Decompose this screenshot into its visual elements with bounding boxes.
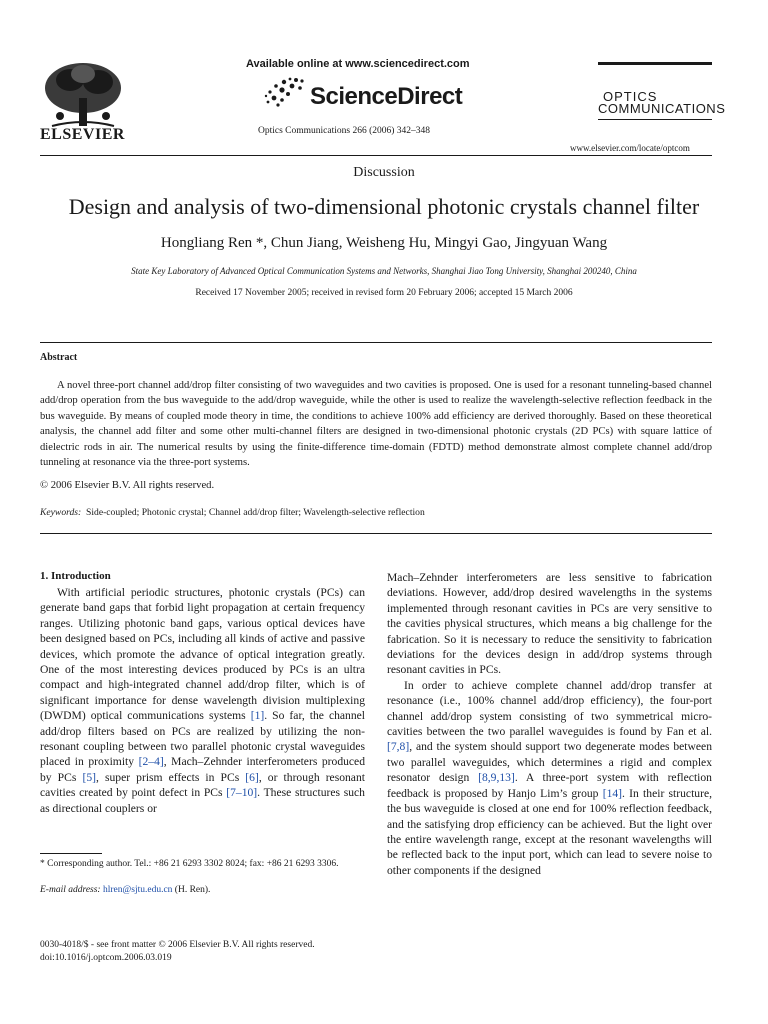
text-run: , or through resonant cavities created by point defect in PCs <box>40 770 365 800</box>
keywords <box>40 507 425 518</box>
journal-name-line2: COMMUNICATIONS <box>598 101 726 116</box>
sciencedirect-wordmark: ScienceDirect <box>310 83 463 110</box>
header-divider <box>40 155 712 156</box>
text-run: . A three-port system with reflection feedback is proposed by Hanjo Lim’s group <box>387 771 712 800</box>
citation-link[interactable]: [6] <box>245 770 259 784</box>
left-column <box>40 585 365 816</box>
keywords-label: Keywords: <box>40 507 82 518</box>
abstract-heading: Abstract <box>40 352 78 363</box>
text-run: In order to achieve complete channel add/drop transfer at resonance (i.e., 100% channel add/drop efficiency), the four-port channel add/drop system consisting of two symmetrical micro-cavities between the two parallel waveguides is found by Fan et al. <box>387 678 712 739</box>
intro-paragraph-continued: Mach–Zehnder interferometers are less sensitive to fabrication deviations. However, add/drop desired wavelengths in the systems implemented through resonant cavities in PCs are very sensitive to the cavities physical structures, which means a big challenge for the fabrication. So it is necessary to reduce the sensitivity to fabrication deviations for the devices design in add/drop systems through resonant cavities in PCs. <box>387 571 712 677</box>
text-run: , and the system should support two degenerate modes between two parallel waveguides, which determines a rigid and complex resonator design <box>387 740 712 785</box>
citation-link[interactable]: [2–4] <box>138 755 164 769</box>
abstract-top-divider <box>40 342 712 343</box>
text-run: . In their structure, the bus waveguide is closed at one end for 100% reflection feedback, and the satisfying drop efficiency can be achieved. But the light over the entire wavelength range, except at the resonant wavelengths will be reflected back to the input port, which can lead to severe noise to other components if the designed <box>387 786 712 877</box>
corresponding-author-footnote: * Corresponding author. Tel.: +86 21 6293 3302 8024; fax: +86 21 6293 3306. <box>40 859 339 869</box>
intro-paragraph-2 <box>387 678 712 878</box>
right-column <box>387 570 712 878</box>
issn-line: 0030-4018/$ - see front matter © 2006 Elsevier B.V. All rights reserved. <box>40 940 315 950</box>
sciencedirect-dots-icon <box>262 76 308 108</box>
citation-link[interactable]: [5] <box>82 770 96 784</box>
article-title: Design and analysis of two-dimensional photonic crystals channel filter <box>68 194 700 219</box>
doi-line: doi:10.1016/j.optcom.2006.03.019 <box>40 953 172 963</box>
email-link[interactable]: hlren@sjtu.edu.cn <box>102 885 173 895</box>
abstract-text: A novel three-port channel add/drop filter consisting of two waveguides and two cavities is proposed. One is used for a resonant tunneling-based channel add/drop operation from the bus waveguide to the add/drop waveguide, while the other is used to realize the wavelength-selective reflection feedback in the bus waveguide. By means of coupled mode theory in time, the conditions to achieve 100% add efficiency are derived thoroughly. Based on these theoretical analysis, the channel add filter and some other multi-channel filters are designed in two-dimensional photonic crystals (2D PCs) with square lattice of dielectric rods in air. The numerical results by using the finite-difference time-domain (FDTD) method demonstrate almost complete channel add/drop tunneling at resonance via the three-port systems. <box>40 380 712 469</box>
journal-reference: Optics Communications 266 (2006) 342–348 <box>258 126 431 136</box>
abstract-copyright: © 2006 Elsevier B.V. All rights reserved. <box>40 480 215 491</box>
journal-name-top-rule <box>598 62 712 65</box>
intro-paragraph-1 <box>40 585 365 816</box>
author-list: Hongliang Ren *, Chun Jiang, Weisheng Hu, Mingyi Gao, Jingyuan Wang <box>160 235 608 251</box>
text-run: , Mach–Zehnder interferometers produced by PCs <box>40 755 365 784</box>
keywords-text: Side-coupled; Photonic crystal; Channel add/drop filter; Wavelength-selective reflection <box>86 507 425 518</box>
affiliation: State Key Laboratory of Advanced Optical Communication Systems and Networks, Shanghai Jiao Tong University, Shanghai 200240, China <box>131 266 637 276</box>
email-footnote <box>40 885 210 895</box>
citation-link[interactable]: [8,9,13] <box>478 771 515 785</box>
text-run: . These structures such as directional couplers or <box>40 786 365 815</box>
section-heading-introduction: 1. Introduction <box>40 570 111 582</box>
keywords-bottom-divider <box>40 533 712 534</box>
email-suffix: (H. Ren). <box>174 885 211 895</box>
journal-name-bottom-rule <box>598 119 712 120</box>
journal-url: www.elsevier.com/locate/optcom <box>570 143 690 153</box>
footnote-divider <box>40 853 102 854</box>
citation-link[interactable]: [1] <box>250 709 265 723</box>
citation-link[interactable]: [7,8] <box>387 740 410 754</box>
journal-name-line1: OPTICS <box>603 89 658 104</box>
text-run: With artificial periodic structures, photonic crystals (PCs) can generate band gaps that forbid light propagation at certain frequency ranges. Utilizing photonic band gaps, various optical devices have been designed based on PCs, including all kinds of active and passive devices, which promote the advance of optical integration greatly. One of the most interesting devices produced by PCs is an ultra compact and high-integrated channel add/drop filter, which is of significant importance for dense wavelength division multiplexing (DWDM) optical communications systems <box>40 586 365 723</box>
elsevier-tree-logo <box>40 60 126 132</box>
section-label: Discussion <box>353 165 415 180</box>
email-label: E-mail address: <box>40 885 101 895</box>
publisher-name: ELSEVIER <box>40 126 125 143</box>
citation-link[interactable]: [14] <box>602 786 623 800</box>
citation-link[interactable]: [7–10] <box>226 786 258 800</box>
text-run: . So far, the channel add/drop filters based on PCs are realized by utilizing the non-resonant coupling between two parallel photonic crystal waveguides placed in proximity <box>40 709 365 769</box>
text-run: , super prism effects in PCs <box>95 770 246 784</box>
article-dates: Received 17 November 2005; received in revised form 20 February 2006; accepted 15 March 2006 <box>195 288 573 298</box>
available-online-text: Available online at www.sciencedirect.com <box>246 58 470 70</box>
